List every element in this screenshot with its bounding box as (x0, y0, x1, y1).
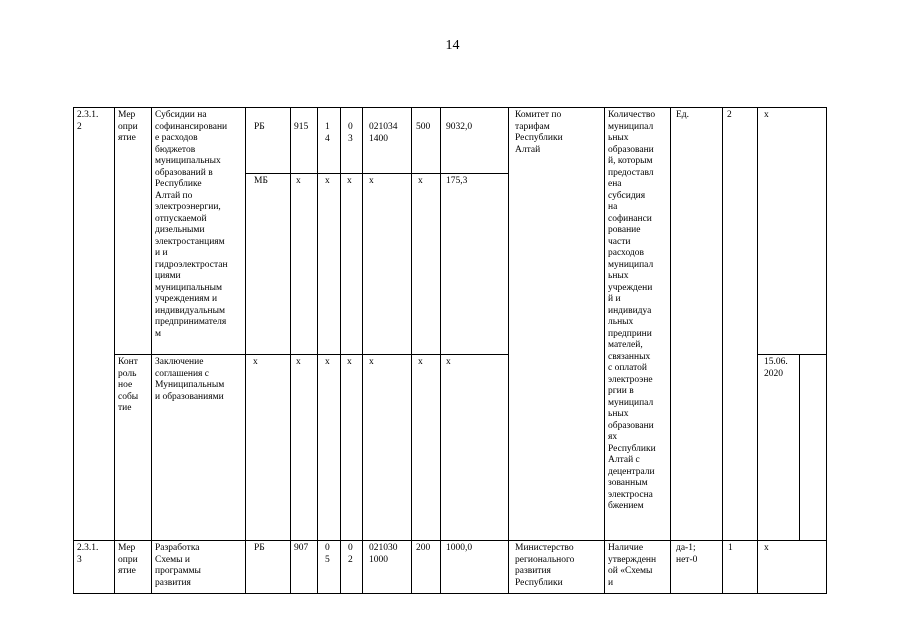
row-kind: Конт роль ное собы тие (118, 357, 139, 413)
funding-source: РБ (254, 543, 265, 553)
table-rule (411, 107, 412, 594)
table-rule (799, 354, 800, 541)
row-code: 2.3.1. 3 (77, 543, 99, 565)
row-date: х (764, 110, 769, 120)
table-rule (508, 107, 509, 594)
row-executor: Министерство регионального развития Республики (515, 543, 575, 588)
funding-source: х (253, 357, 258, 367)
funding-csr: 021030 1000 (369, 543, 398, 565)
row-kind: Мер опри ятие (118, 110, 138, 143)
table-rule (73, 540, 826, 541)
funding-vr: 200 (416, 543, 431, 553)
funding-grbs: х (296, 176, 301, 186)
funding-pr: 0 3 (348, 122, 353, 144)
row-name: Разработка Схемы и программы развития (155, 543, 201, 588)
funding-rz: х (325, 357, 330, 367)
row-value: 1 (728, 543, 733, 553)
table-rule (670, 107, 671, 594)
table-rule (151, 107, 152, 594)
funding-amount: 1000,0 (446, 543, 473, 553)
row-name: Субсидии на софинансировани е расходов бюджетов муниципальных образований в Республике Алтай по электроэнергии, отпускаемой дизельными электростанциям и и гидроэлектростан циями муниципальным учреждениям и индивидуальным предпринимателя м (155, 110, 228, 339)
funding-grbs: 907 (294, 543, 309, 553)
funding-vr: х (418, 357, 423, 367)
row-unit: Ед. (676, 110, 690, 120)
table-rule (73, 107, 74, 594)
funding-pr: 0 2 (348, 543, 353, 565)
table-rule (245, 107, 246, 594)
table-rule (757, 354, 826, 355)
funding-grbs: х (296, 357, 301, 367)
row-executor: Комитет по тарифам Республики Алтай (515, 110, 563, 155)
row-code: 2.3.1. 2 (77, 110, 99, 132)
funding-amount: х (446, 357, 451, 367)
table-rule (73, 107, 826, 108)
funding-rz: 0 5 (325, 543, 330, 565)
row-indicator: Количество муниципал ьных образовани й, которым предоставл ена субсидия на софинанси рование части расходов муниципал ьных учреждени й и индивидуа льных предприни мателей, связанных с оплатой электроэне ргии в муниципал ьных образовани ях Республики Алтай с децентрали зованным электроснa бжением (608, 110, 656, 511)
funding-pr: х (347, 357, 352, 367)
funding-source: МБ (254, 176, 268, 186)
funding-rz: 1 4 (325, 122, 330, 144)
row-date: 15.06. 2020 (764, 357, 788, 379)
funding-amount: 175,3 (446, 176, 468, 186)
funding-vr: х (418, 176, 423, 186)
table-rule (722, 107, 723, 594)
table-rule (114, 354, 508, 355)
funding-pr: х (347, 176, 352, 186)
table-rule (114, 107, 115, 594)
table-rule (245, 173, 508, 174)
row-value: 2 (727, 110, 732, 120)
table-rule (440, 107, 441, 594)
funding-amount: 9032,0 (446, 122, 473, 132)
row-name: Заключение соглашения с Муниципальным и образованиями (155, 357, 225, 402)
table-rule (340, 107, 341, 594)
table-rule (317, 107, 318, 594)
funding-source: РБ (254, 122, 265, 132)
funding-grbs: 915 (294, 122, 309, 132)
row-kind: Мер опри ятие (118, 543, 138, 576)
page-number: 14 (445, 38, 460, 53)
table-rule (73, 593, 826, 594)
table-rule (757, 107, 758, 594)
table-rule (826, 107, 827, 594)
table-rule (362, 107, 363, 594)
table-rule (604, 107, 605, 594)
table-rule (290, 107, 291, 594)
funding-csr: 021034 1400 (369, 122, 398, 144)
funding-vr: 500 (416, 122, 431, 132)
row-date: х (764, 543, 769, 553)
row-unit: да-1; нет-0 (676, 543, 698, 565)
row-indicator: Наличие утвержденн ой «Схемы и (608, 543, 657, 588)
funding-rz: х (325, 176, 330, 186)
funding-csr: х (369, 357, 374, 367)
funding-csr: х (369, 176, 374, 186)
